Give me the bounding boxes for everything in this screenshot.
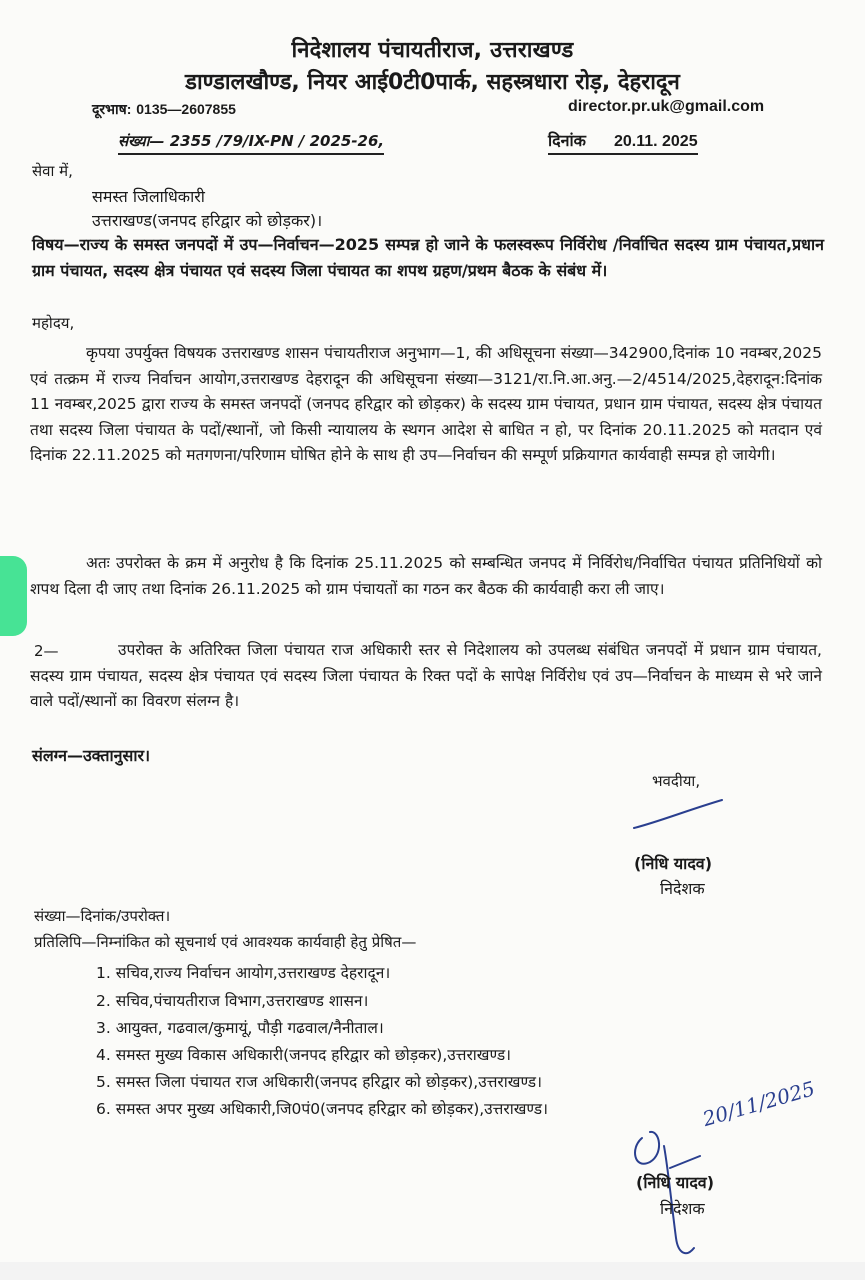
subject: विषय—राज्य के समस्त जनपदों में उप—निर्वाचन—2025 सम्पन्न हो जाने के फलस्वरूप निर्विरोध /निर्वाचित सदस्य ग्राम पंचायत,प्रधान ग्राम पंचायत, सदस्य क्षेत्र पंचायत एवं सदस्य जिला पंचायत का शपथ ग्रहण/प्रथम बैठक के संबंध में।	[32, 235, 824, 280]
paragraph-3: उपरोक्त के अतिरिक्त जिला पंचायत राज अधिकारी स्तर से निदेशालय को उपलब्ध संबंधित जनपदों में प्रधान ग्राम पंचायत, सदस्य ग्राम पंचायत, सदस्य क्षेत्र पंचायत एवं सदस्य जिला पंचायत के रिक्त पदों के सापेक्ष निर्विरोध एवं उप—निर्वाचन के माध्यम से भरे जाने वाले पदों/स्थानों का विवरण संलग्न है।	[30, 641, 822, 710]
phone-number: 0135—2607855	[136, 101, 236, 117]
signatory-name: (निधि यादव)	[634, 854, 713, 873]
signature-mark	[628, 796, 728, 836]
paragraph-1: कृपया उपर्युक्त विषयक उत्तराखण्ड शासन पंचायतीराज अनुभाग—1, की अधिसूचना संख्या—342900,दिनांक 10 नवम्बर,2025 एवं तत्क्रम में राज्य निर्वाचन आयोग,उत्तराखण्ड देहरादून की अधिसूचना संख्या—3121/रा.नि.आ.अनु.—2/4514/2025,देहरादून:दिनांक 11 नवम्बर,2025 द्वारा राज्य के समस्त जनपदों (जनपद हरिद्वार को छोड़कर) के सदस्य ग्राम पंचायत, प्रधान ग्राम पंचायत, सदस्य क्षेत्र पंचायत तथा सदस्य जिला पंचायत के पदों/स्थानों, जो किसी न्यायालय के स्थगन आदेश से बाधित न हो, पर दिनांक 20.11.2025 को मतदान एवं दिनांक 22.11.2025 को मतगणना/परिणाम घोषित होने के साथ ही उप—निर्वाचन की सम्पूर्ण प्रक्रियागत कार्यवाही सम्पन्न हो जायेगी।	[30, 344, 822, 464]
email-address: director.pr.uk@gmail.com	[568, 98, 765, 115]
letterhead-address: डाण्डालखौण्ड, नियर आई0टी0पार्क, सहस्त्रधारा रोड़, देहरादून	[185, 70, 680, 95]
copy-reference: संख्या—दिनांक/उपरोक्त।	[34, 907, 171, 925]
reference-number: संख्या— 2355 /79/IX-PN / 2025-26,	[118, 131, 384, 155]
greeting: महोदय,	[32, 314, 75, 332]
addressee-line1: समस्त जिलाधिकारी	[92, 187, 205, 206]
salutation: सेवा में,	[32, 162, 73, 180]
copy-item: 5. समस्त जिला पंचायत राज अधिकारी(जनपद हरिद्वार को छोड़कर),उत्तराखण्ड।	[96, 1073, 542, 1091]
signatory-designation-2: निदेशक	[660, 1199, 705, 1218]
copy-item: 4. समस्त मुख्य विकास अधिकारी(जनपद हरिद्वार को छोड़कर),उत्तराखण्ड।	[96, 1046, 512, 1064]
signatory-designation: निदेशक	[660, 879, 705, 898]
closing: भवदीया,	[652, 772, 701, 790]
paragraph-3-number: 2—	[34, 642, 59, 660]
reference-date	[548, 129, 698, 155]
paragraph-2: अतः उपरोक्त के क्रम में अनुरोध है कि दिनांक 25.11.2025 को सम्बन्धित जनपद में निर्विरोध/निर्वाचित पंचायत प्रतिनिधियों को शपथ दिला दी जाए तथा दिनांक 26.11.2025 को ग्राम पंचायतों का गठन कर बैठक की कार्यवाही करा ली जाए।	[30, 554, 822, 598]
date-value: 20.11. 2025	[613, 133, 698, 150]
addressee-line2: उत्तराखण्ड(जनपद हरिद्वार को छोड़कर)।	[92, 211, 323, 230]
phone-line	[92, 100, 236, 119]
signatory-name-2: (निधि यादव)	[636, 1173, 715, 1192]
letterhead-title: निदेशालय पंचायतीराज, उत्तराखण्ड	[291, 38, 574, 63]
copy-item: 3. आयुक्त, गढवाल/कुमायूं, पौड़ी गढवाल/नैनीताल।	[96, 1019, 384, 1037]
enclosure: संलग्न—उक्तानुसार।	[32, 746, 151, 765]
copy-item: 1. सचिव,राज्य निर्वाचन आयोग,उत्तराखण्ड देहरादून।	[96, 964, 391, 982]
copy-item: 2. सचिव,पंचायतीराज विभाग,उत्तराखण्ड शासन।	[96, 992, 369, 1010]
copy-item: 6. समस्त अपर मुख्य अधिकारी,जि0पं0(जनपद हरिद्वार को छोड़कर),उत्तराखण्ड।	[96, 1100, 548, 1118]
bottom-strip	[0, 1262, 865, 1280]
phone-label: दूरभाष:	[92, 101, 132, 117]
handwritten-date: 20/11/2025	[700, 1076, 818, 1132]
date-label: दिनांक	[548, 131, 586, 150]
highlight-mark	[0, 556, 27, 636]
copy-intro: प्रतिलिपि—निम्नांकित को सूचनार्थ एवं आवश्यक कार्यवाही हेतु प्रेषित—	[34, 933, 417, 951]
